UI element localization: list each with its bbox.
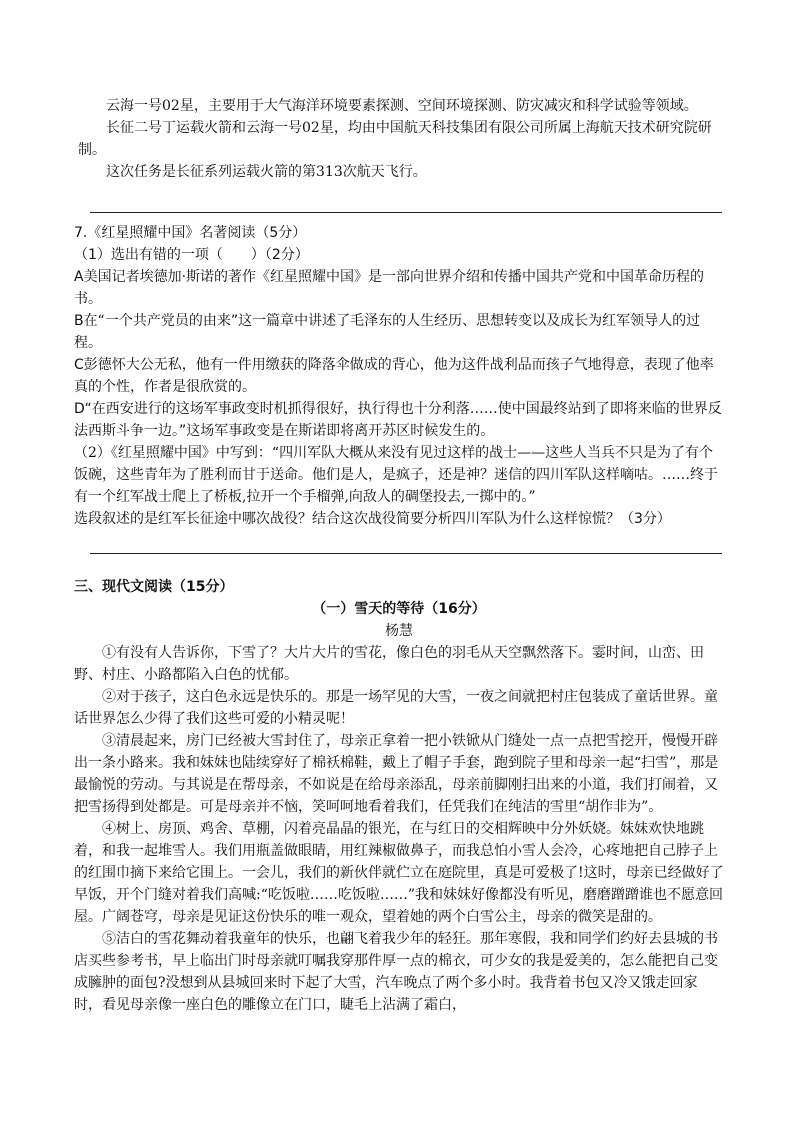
option-d: D“在西安进行的这场军事政变时机抓得很好，执行得也十分利落……使中国最终站到了即将来临的世界反法西斯斗争一边。”这场军事政变是在斯诺即将离开苏区时候发生的。: [74, 401, 722, 439]
story-author: 杨慧: [385, 623, 413, 639]
section-3-heading: 三、现代文阅读（15分）: [74, 579, 234, 595]
option-b: B在“一个共产党员的由来”这一篇章中讲述了毛泽东的人生经历、思想转变以及成长为红军领导人的过程。: [74, 313, 701, 351]
option-c: C彭德怀大公无私，他有一件用缴获的降落伞做成的背心，他为这件战利品而孩子气地得意，表现了他率真的个性，作者是很欣赏的。: [74, 357, 714, 395]
story-paragraph-1: ①有没有人告诉你，下雪了？大片大片的雪花，像白色的羽毛从天空飘然落下。霎时间，山峦、田野、村庄、小路都陷入白色的忧郁。: [74, 645, 704, 683]
answer-line-2: [90, 553, 722, 554]
intro-paragraph-3: 这次任务是长征系列运载火箭的第313次航天飞行。: [106, 164, 427, 180]
question-7-title: 7.《红星照耀中国》名著阅读（5分）: [74, 225, 307, 241]
option-a: A美国记者埃德加·斯诺的著作《红星照耀中国》是一部向世界介绍和传播中国共产党和中国革命历程的书。: [74, 269, 705, 307]
story-paragraph-3: ③清晨起来，房门已经被大雪封住了，母亲正拿着一把小铁锨从门缝处一点一点把雪挖开，慢慢开辟出一条小路来。我和妹妹也陆续穿好了棉袄棉鞋，戴上了帽子手套，跑到院子里和母亲一起“扫雪”，那是最愉悦的劳动。与其说是在帮母亲，不如说是在给母亲添乱，母亲前脚刚扫出来的小道，我们打闹着，又把雪扬得到处都是。可是母亲并不恼，笑呵呵地看着我们，任凭我们在纯洁的雪里“胡作非为”。: [74, 733, 719, 815]
question-7: [74, 222, 724, 530]
intro-paragraph-1: 云海一号02星，主要用于大气海洋环境要素探测、空间环境探测、防灾减灾和科学试验等领域。: [106, 98, 698, 114]
story-paragraph-4: ④树上、房顶、鸡舍、草棚，闪着亮晶晶的银光，在与红日的交相辉映中分外妖娆。妹妹欢快地跳着，和我一起堆雪人。我们用瓶盖做眼睛，用红辣椒做鼻子，而我总怕小雪人会冷，心疼地把自己脖子上的红围巾摘下来给它围上。一会儿，我们的新伙伴就伫立在庭院里，真是可爱极了!这时，母亲已经做好了早饭，开个门缝对着我们高喊:“吃饭啦……吃饭啦……”我和妹妹好像都没有听见，磨磨蹭蹭谁也不愿意回屋。广阔苍穹，母亲是见证这份快乐的唯一观众，望着她的两个白雪公主，母亲的微笑是甜的。: [74, 821, 724, 925]
answer-line-1: [90, 212, 722, 213]
story-paragraph-2: ②对于孩子，这白色永远是快乐的。那是一场罕见的大雪，一夜之间就把村庄包装成了童话世界。童话世界怎么少得了我们这些可爱的小精灵呢！: [74, 689, 718, 727]
question-7-part-1: （1）选出有错的一项（ ）（2分）: [74, 247, 309, 263]
question-7-part-2-prompt: 选段叙述的是红军长征途中哪次战役？结合这次战役简要分析四川军队为什么这样惊慌？（3分）: [74, 511, 671, 527]
story-title: （一）雪天的等待（16分）: [312, 601, 486, 617]
section-3: [74, 576, 724, 1016]
story-paragraph-5: ⑤洁白的雪花舞动着我童年的快乐，也翩飞着我少年的轻狂。那年寒假，我和同学们约好去县城的书店买些参考书，早上临出门时母亲就叮嘱我穿那件厚一点的棉衣，可少女的我是爱美的，怎么能把自己变成臃肿的面包?没想到从县城回来时下起了大雪，汽车晚点了两个多小时。我背着书包又冷又饿走回家时，看见母亲像一座白色的雕像立在门口，睫毛上沾满了霜白，: [74, 931, 718, 1013]
question-7-part-2: （2）《红星照耀中国》中写到：“四川军队大概从来没有见过这样的战士——这些人当兵不只是为了有个饭碗，这些青年为了胜利而甘于送命。他们是人，是疯子，还是神？迷信的四川军队这样嘀咕。……终于有一个红军战士爬上了桥板,拉开一个手榴弹,向敌人的碉堡投去,一掷中的。”: [74, 445, 718, 505]
intro-section: [78, 95, 720, 183]
intro-paragraph-2: 长征二号丁运载火箭和云海一号02星，均由中国航天科技集团有限公司所属上海航天技术研究院研制。: [78, 120, 712, 158]
